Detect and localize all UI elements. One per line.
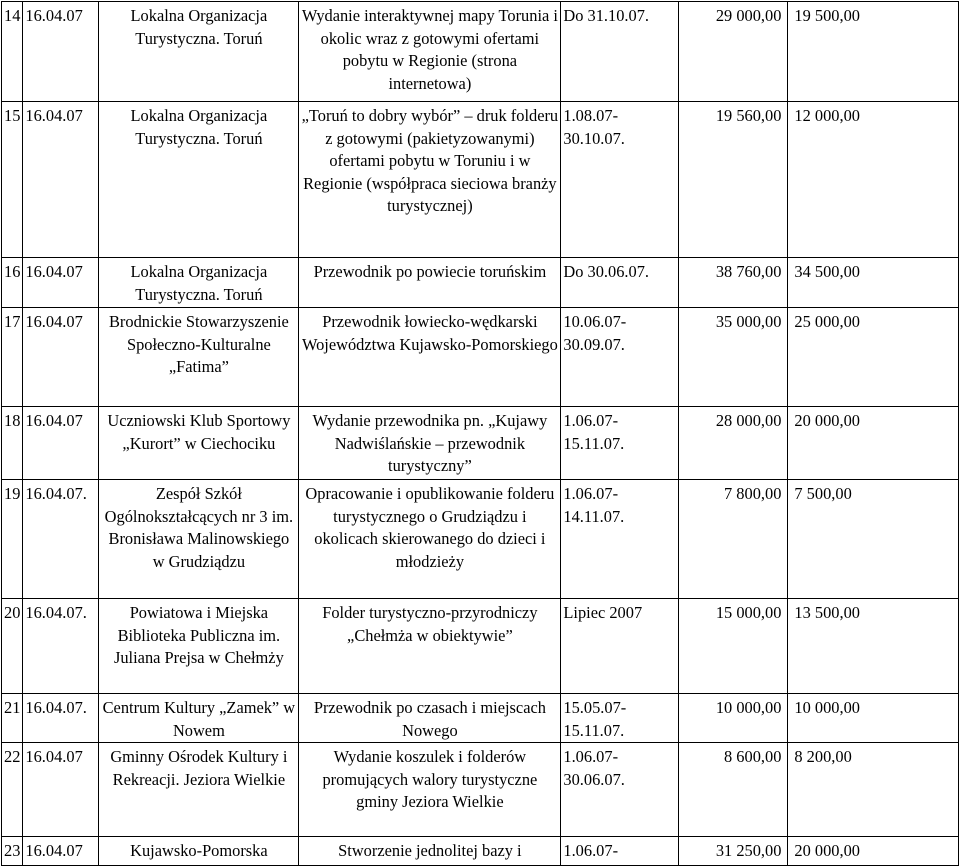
row-total-cost: 28 000,00 <box>679 407 788 480</box>
table-row <box>2 837 959 866</box>
row-organization: Lokalna Organizacja Turystyczna. Toruń <box>99 258 299 308</box>
row-number: 17 <box>2 308 23 407</box>
row-task-title: Stworzenie jednolitej bazy i <box>299 837 561 866</box>
row-grant-amount: 8 200,00 <box>788 743 959 837</box>
row-total-cost: 29 000,00 <box>679 2 788 102</box>
row-number: 16 <box>2 258 23 308</box>
row-period: 15.05.07-15.11.07. <box>561 694 679 743</box>
grants-table <box>1 1 959 866</box>
table-row <box>2 694 959 743</box>
row-grant-amount: 7 500,00 <box>788 480 959 599</box>
table-row <box>2 599 959 694</box>
row-task-title: „Toruń to dobry wybór” – druk folderu z gotowymi (pakietyzowanymi) ofertami pobytu w Toruniu i w Regionie (współpraca sieciowa branży turystycznej) <box>299 102 561 258</box>
row-date: 16.04.07 <box>23 837 99 866</box>
row-period: 1.06.07-14.11.07. <box>561 480 679 599</box>
row-task-title: Opracowanie i opublikowanie folderu turystycznego o Grudziądzu i okolicach skierowanego do dzieci i młodzieży <box>299 480 561 599</box>
row-date: 16.04.07. <box>23 599 99 694</box>
row-total-cost: 8 600,00 <box>679 743 788 837</box>
row-task-title: Przewodnik po powiecie toruńskim <box>299 258 561 308</box>
row-date: 16.04.07 <box>23 407 99 480</box>
row-period: 1.06.07-30.06.07. <box>561 743 679 837</box>
row-total-cost: 15 000,00 <box>679 599 788 694</box>
row-date: 16.04.07 <box>23 308 99 407</box>
row-grant-amount: 10 000,00 <box>788 694 959 743</box>
row-organization: Brodnickie Stowarzyszenie Społeczno-Kulturalne „Fatima” <box>99 308 299 407</box>
row-number: 21 <box>2 694 23 743</box>
row-date: 16.04.07 <box>23 258 99 308</box>
row-date: 16.04.07 <box>23 2 99 102</box>
row-grant-amount: 12 000,00 <box>788 102 959 258</box>
row-period: 1.06.07-15.11.07. <box>561 407 679 480</box>
table-row <box>2 407 959 480</box>
row-total-cost: 19 560,00 <box>679 102 788 258</box>
row-period: Lipiec 2007 <box>561 599 679 694</box>
row-grant-amount: 13 500,00 <box>788 599 959 694</box>
table-row <box>2 480 959 599</box>
row-number: 15 <box>2 102 23 258</box>
row-organization: Zespół Szkół Ogólnokształcących nr 3 im. Bronisława Malinowskiego w Grudziądzu <box>99 480 299 599</box>
row-task-title: Wydanie koszulek i folderów promujących walory turystyczne gminy Jeziora Wielkie <box>299 743 561 837</box>
row-organization: Lokalna Organizacja Turystyczna. Toruń <box>99 102 299 258</box>
row-task-title: Folder turystyczno-przyrodniczy „Chełmża w obiektywie” <box>299 599 561 694</box>
row-number: 19 <box>2 480 23 599</box>
row-task-title: Przewodnik łowiecko-wędkarski Województwa Kujawsko-Pomorskiego <box>299 308 561 407</box>
row-date: 16.04.07. <box>23 480 99 599</box>
table-row <box>2 2 959 102</box>
row-task-title: Wydanie przewodnika pn. „Kujawy Nadwiślańskie – przewodnik turystyczny” <box>299 407 561 480</box>
table-row <box>2 102 959 258</box>
row-task-title: Wydanie interaktywnej mapy Torunia i okolic wraz z gotowymi ofertami pobytu w Regionie (strona internetowa) <box>299 2 561 102</box>
row-number: 23 <box>2 837 23 866</box>
row-organization: Lokalna Organizacja Turystyczna. Toruń <box>99 2 299 102</box>
row-number: 14 <box>2 2 23 102</box>
row-grant-amount: 19 500,00 <box>788 2 959 102</box>
row-grant-amount: 20 000,00 <box>788 837 959 866</box>
row-organization: Gminny Ośrodek Kultury i Rekreacji. Jeziora Wielkie <box>99 743 299 837</box>
row-organization: Centrum Kultury „Zamek” w Nowem <box>99 694 299 743</box>
row-number: 18 <box>2 407 23 480</box>
table-row <box>2 743 959 837</box>
row-grant-amount: 20 000,00 <box>788 407 959 480</box>
row-date: 16.04.07. <box>23 694 99 743</box>
table-row <box>2 258 959 308</box>
table-row <box>2 308 959 407</box>
row-period: Do 31.10.07. <box>561 2 679 102</box>
row-date: 16.04.07 <box>23 102 99 258</box>
row-period: 1.08.07-30.10.07. <box>561 102 679 258</box>
row-total-cost: 7 800,00 <box>679 480 788 599</box>
row-total-cost: 35 000,00 <box>679 308 788 407</box>
row-task-title: Przewodnik po czasach i miejscach Nowego <box>299 694 561 743</box>
row-organization: Kujawsko-Pomorska <box>99 837 299 866</box>
row-number: 20 <box>2 599 23 694</box>
row-total-cost: 38 760,00 <box>679 258 788 308</box>
row-total-cost: 10 000,00 <box>679 694 788 743</box>
row-grant-amount: 34 500,00 <box>788 258 959 308</box>
row-date: 16.04.07 <box>23 743 99 837</box>
row-organization: Uczniowski Klub Sportowy „Kurort” w Ciechociku <box>99 407 299 480</box>
row-period: Do 30.06.07. <box>561 258 679 308</box>
row-grant-amount: 25 000,00 <box>788 308 959 407</box>
row-period: 1.06.07- <box>561 837 679 866</box>
row-organization: Powiatowa i Miejska Biblioteka Publiczna im. Juliana Prejsa w Chełmży <box>99 599 299 694</box>
row-period: 10.06.07-30.09.07. <box>561 308 679 407</box>
row-total-cost: 31 250,00 <box>679 837 788 866</box>
row-number: 22 <box>2 743 23 837</box>
